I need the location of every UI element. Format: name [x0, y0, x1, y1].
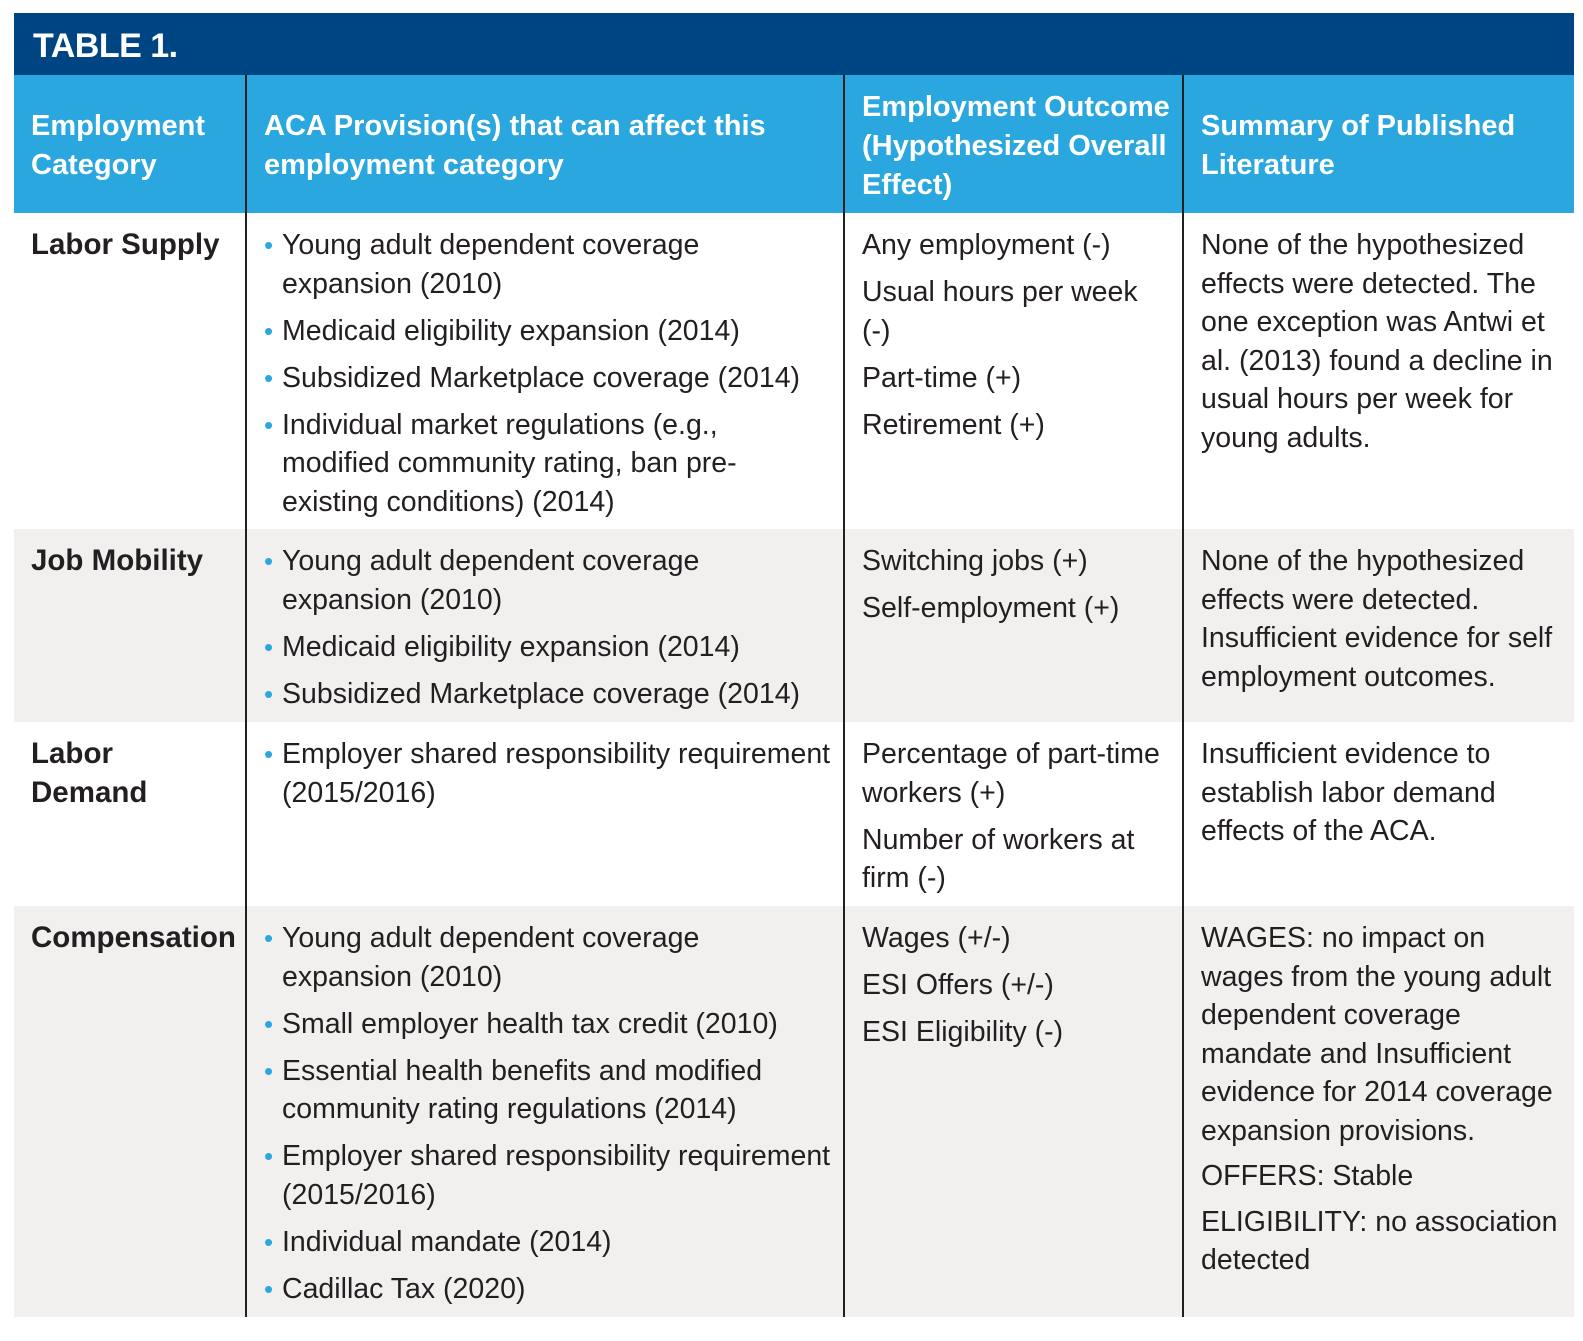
provision-item — [264, 735, 833, 812]
bullet-icon: • — [264, 1055, 274, 1086]
table-grid — [14, 75, 1574, 213]
provisions-cell — [245, 722, 843, 906]
provision-text: Medicaid eligibility expansion (2014) — [282, 630, 740, 663]
bullet-icon: • — [264, 631, 274, 662]
header-provisions: ACA Provision(s) that can affect this employment category — [245, 75, 843, 213]
table-body — [14, 213, 1574, 1317]
provision-text: Subsidized Marketplace coverage (2014) — [282, 361, 801, 394]
provision-item — [264, 919, 833, 996]
summary-text: ELIGIBILITY: no association detected — [1201, 1205, 1558, 1276]
summary-text: None of the hypothesized effects were detected. The one exception was Antwi et al. (2013) found a decline in usual hours per week for young adults. — [1201, 229, 1553, 454]
header-outcome: Employment Outcome (Hypothesized Overall Effect) — [843, 75, 1182, 213]
provision-item — [264, 226, 833, 303]
provisions-cell — [245, 906, 843, 1317]
provisions-cell — [245, 213, 843, 529]
bullet-icon: • — [264, 739, 274, 769]
category-cell: Job Mobility — [14, 529, 245, 722]
provision-item — [264, 1005, 833, 1044]
bullet-icon: • — [264, 315, 274, 346]
provision-text: Individual mandate (2014) — [282, 1225, 612, 1258]
outcome-item: Wages (+/-) — [862, 922, 1011, 954]
provision-text: Subsidized Marketplace coverage (2014) — [282, 677, 801, 710]
summary-cell — [1182, 529, 1574, 722]
outcomes-cell — [843, 906, 1182, 1317]
bullet-icon: • — [264, 1273, 274, 1304]
bullet-icon: • — [264, 409, 274, 440]
summary-text: WAGES: no impact on wages from the young adult dependent coverage mandate and Insufficient evidence for 2014 coverage expansion provisions. — [1201, 922, 1553, 1147]
outcome-item: Switching jobs (+) — [862, 545, 1088, 577]
summary-text: Insufficient evidence to establish labor demand effects of the ACA. — [1201, 738, 1496, 847]
bullet-icon: • — [264, 1226, 274, 1257]
provisions-cell — [245, 529, 843, 722]
provision-item — [264, 1137, 833, 1214]
provision-text: Employer shared responsibility requirement (2015/2016) — [282, 1140, 831, 1211]
bullet-icon: • — [264, 1141, 274, 1171]
provision-item — [264, 542, 833, 619]
provision-text: Young adult dependent coverage expansion (2010) — [282, 229, 700, 300]
provision-text: Small employer health tax credit (2010) — [282, 1007, 778, 1040]
bullet-icon: • — [264, 230, 274, 260]
summary-cell — [1182, 722, 1574, 906]
table-title: TABLE 1. — [14, 13, 1574, 75]
outcomes-cell — [843, 529, 1182, 722]
provision-text: Young adult dependent coverage expansion (2010) — [282, 545, 700, 616]
outcome-item: Number of workers at firm (-) — [862, 823, 1135, 894]
outcome-item: Part-time (+) — [862, 361, 1022, 394]
provision-item — [264, 1223, 833, 1262]
provision-text: Medicaid eligibility expansion (2014) — [282, 314, 740, 347]
outcome-item: Self-employment (+) — [862, 592, 1120, 624]
provision-item — [264, 628, 833, 667]
provision-text: Employer shared responsibility requirement (2015/2016) — [282, 738, 831, 809]
provision-item — [264, 312, 833, 351]
outcome-item: ESI Offers (+/-) — [862, 969, 1054, 1001]
provision-text: Young adult dependent coverage expansion (2010) — [282, 922, 700, 993]
bullet-icon: • — [264, 923, 274, 953]
outcome-item: Retirement (+) — [862, 408, 1045, 441]
bullet-icon: • — [264, 546, 274, 576]
summary-text: None of the hypothesized effects were detected. Insufficient evidence for self employment outcomes. — [1201, 545, 1553, 693]
outcome-item: Percentage of part-time workers (+) — [862, 738, 1160, 809]
bullet-icon: • — [264, 678, 274, 709]
outcome-item: ESI Eligibility (-) — [862, 1016, 1064, 1048]
category-cell: Compensation — [14, 906, 245, 1317]
header-category: Employment Category — [14, 75, 245, 213]
outcome-item: Usual hours per week (-) — [862, 276, 1138, 347]
header-summary: Summary of Published Literature — [1182, 75, 1574, 213]
provision-item — [264, 1052, 833, 1129]
category-cell: Labor Demand — [31, 737, 148, 809]
summary-cell — [1182, 213, 1574, 529]
summary-text: OFFERS: Stable — [1201, 1160, 1414, 1192]
summary-cell — [1182, 906, 1574, 1317]
outcomes-cell — [843, 722, 1182, 906]
provision-item — [264, 1270, 833, 1309]
aca-employment-table — [14, 13, 1574, 1317]
provision-item — [264, 675, 833, 714]
provision-item — [264, 359, 833, 398]
outcome-item: Any employment (-) — [862, 229, 1111, 261]
provision-text: Individual market regulations (e.g., modified community rating, ban pre-existing conditions) (2014) — [282, 408, 737, 518]
provision-text: Essential health benefits and modified community rating regulations (2014) — [282, 1054, 763, 1125]
outcomes-cell — [843, 213, 1182, 529]
category-cell: Labor Supply — [31, 228, 220, 261]
provision-item — [264, 406, 833, 522]
bullet-icon: • — [264, 1008, 274, 1039]
provision-text: Cadillac Tax (2020) — [282, 1272, 526, 1305]
bullet-icon: • — [264, 362, 274, 393]
